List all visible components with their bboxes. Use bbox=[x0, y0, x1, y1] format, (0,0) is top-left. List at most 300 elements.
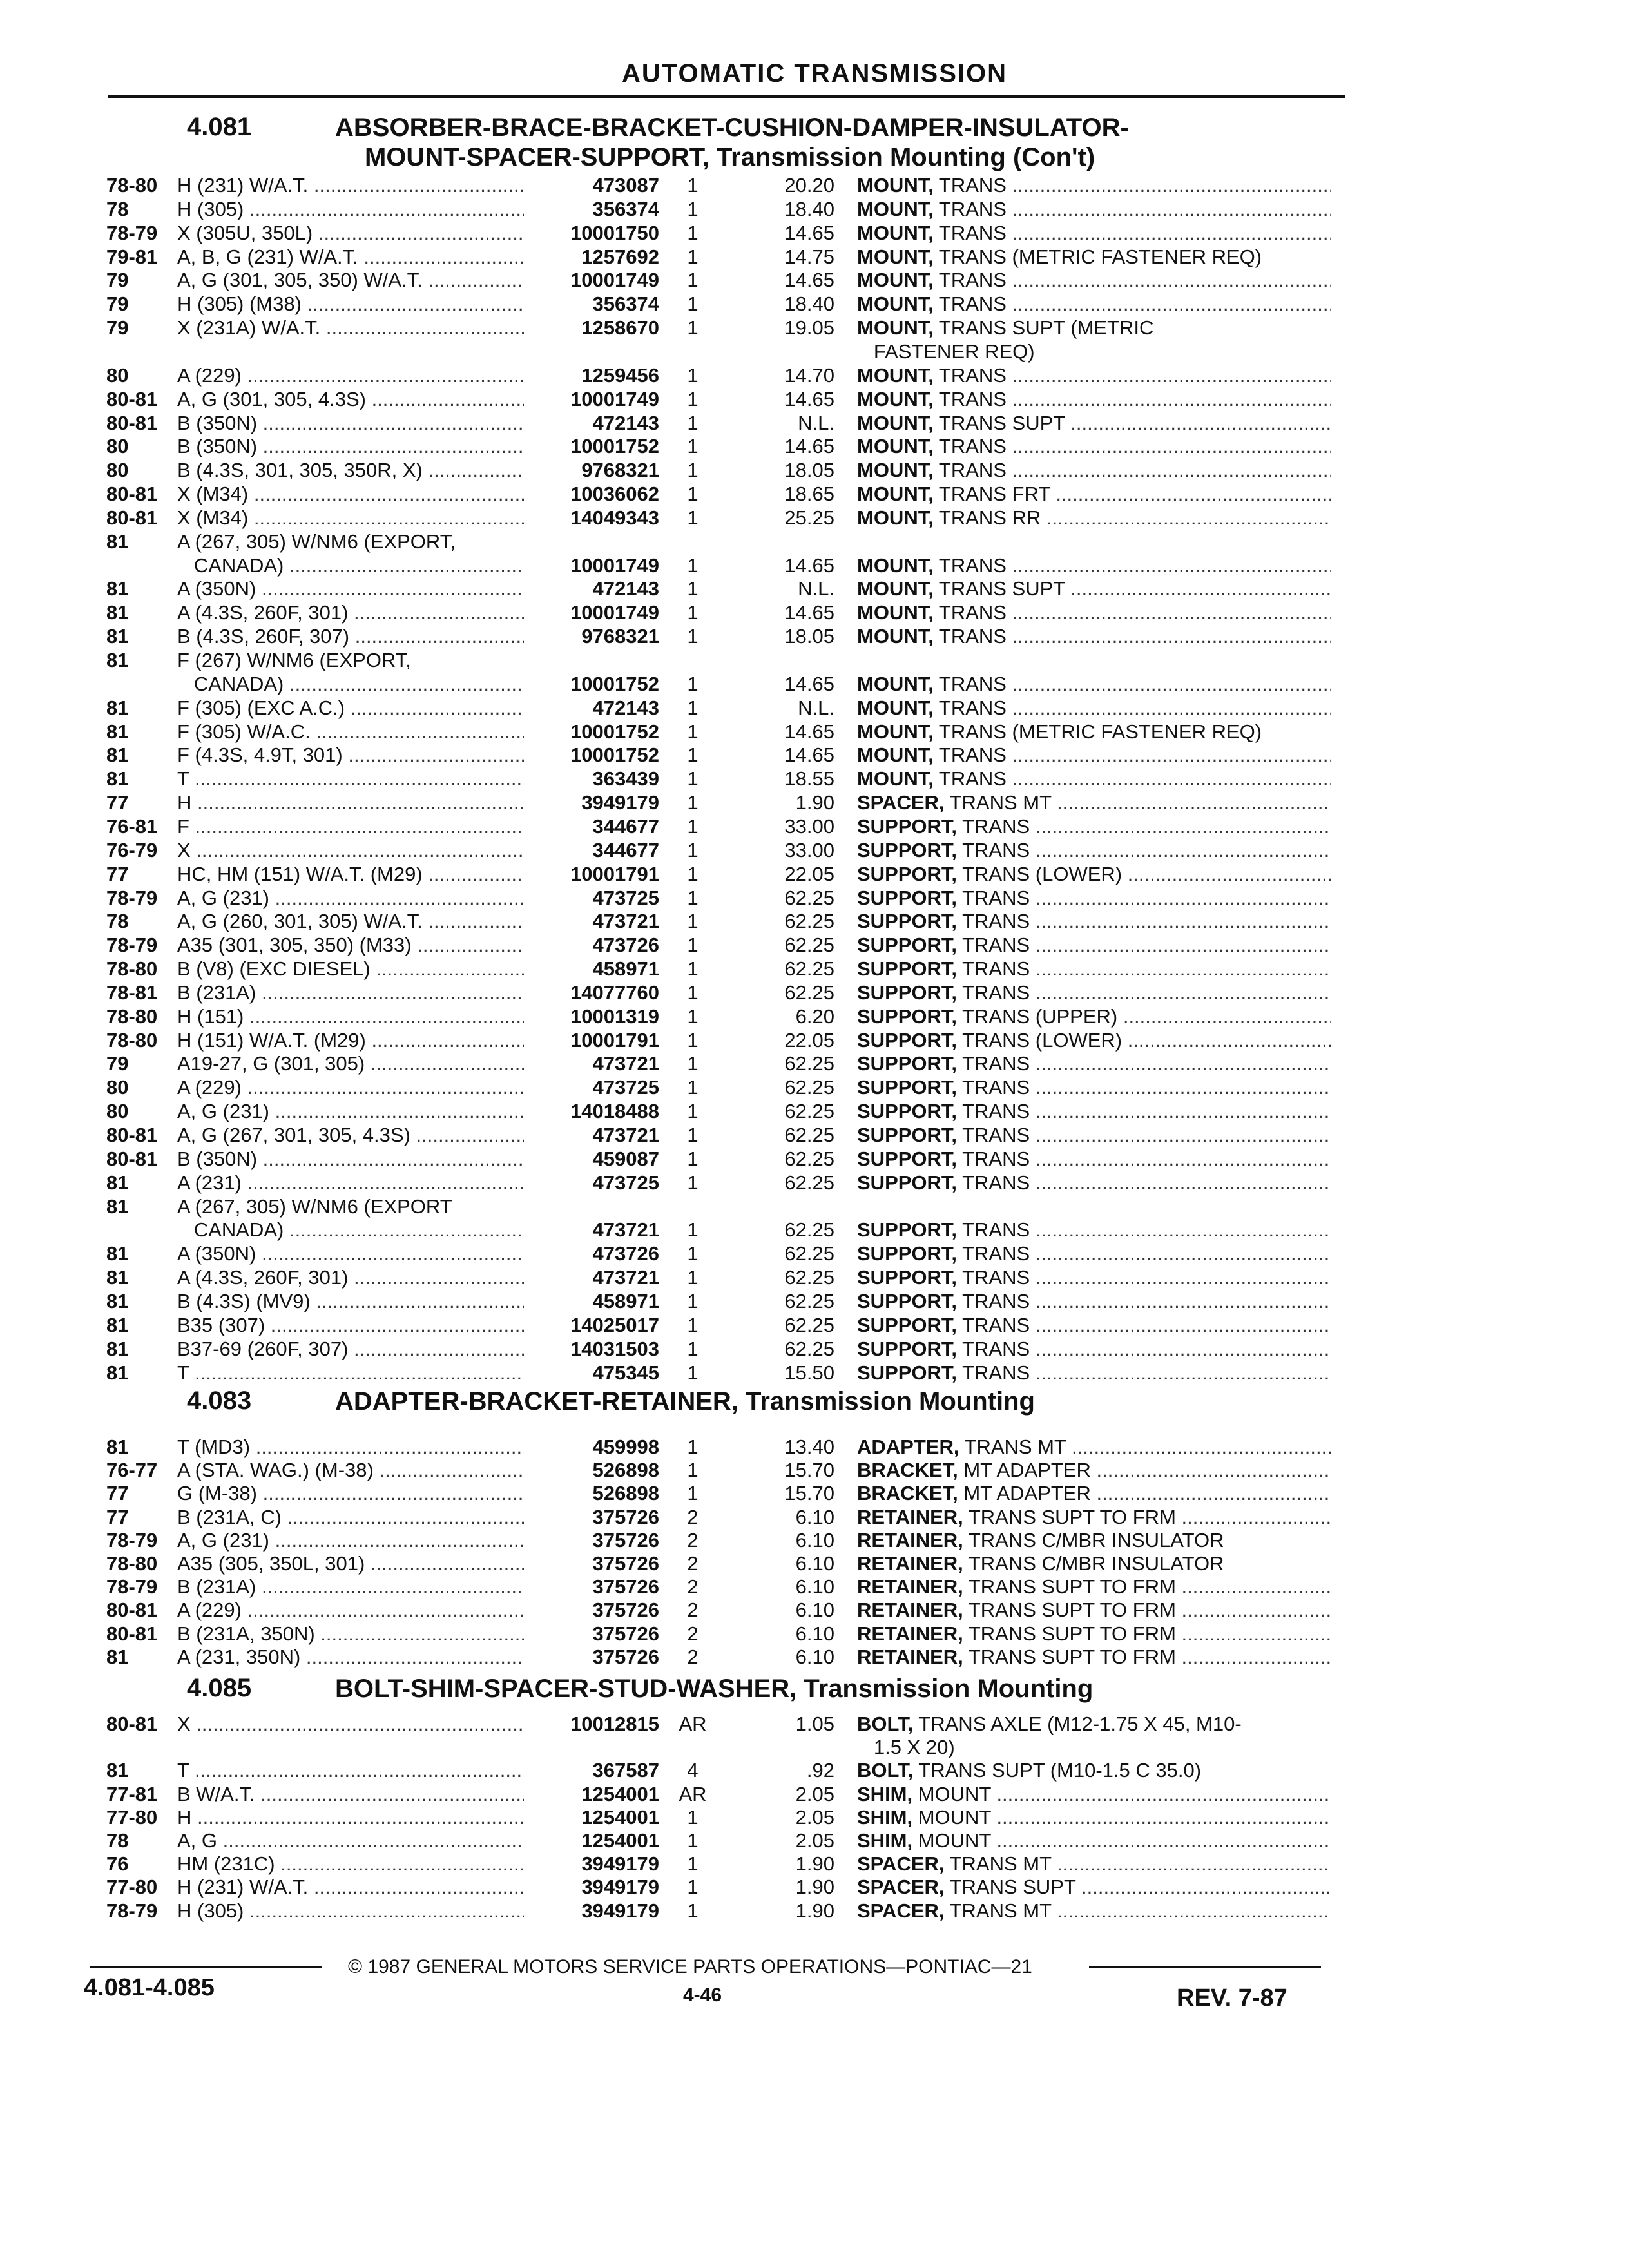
part-number-cell: 10001749 bbox=[570, 601, 659, 624]
table-row bbox=[0, 1195, 1629, 1218]
description-noun: SUPPORT, bbox=[857, 1052, 958, 1075]
price-cell: 2.05 bbox=[795, 1829, 834, 1852]
price-cell: 62.25 bbox=[784, 957, 834, 980]
quantity-cell: 1 bbox=[687, 316, 699, 339]
application-cell: X (M34) ..... bbox=[177, 483, 524, 506]
application-cell: G (M-38) ..... bbox=[177, 1482, 524, 1505]
description-text: TRANS bbox=[933, 697, 1007, 719]
table-row bbox=[0, 744, 1629, 767]
description-cell bbox=[857, 815, 1331, 838]
year-cell: 78-79 bbox=[106, 1575, 158, 1598]
description-text: TRANS bbox=[933, 222, 1007, 244]
description-text: TRANS bbox=[933, 269, 1007, 291]
application-cell: X ..... bbox=[177, 1713, 524, 1736]
year-cell: 78-79 bbox=[106, 1899, 158, 1922]
description-cell bbox=[857, 1100, 1331, 1123]
description-noun: SPACER, bbox=[857, 791, 945, 814]
description-text: TRANS bbox=[933, 554, 1007, 577]
description-text: TRANS bbox=[957, 1338, 1030, 1360]
table-row bbox=[0, 1876, 1629, 1899]
description-text: TRANS bbox=[957, 910, 1030, 932]
description-noun: SUPPORT, bbox=[857, 1338, 958, 1360]
application-cell: B (4.3S, 301, 305, 350R, X) ..... bbox=[177, 459, 524, 482]
quantity-cell: 1 bbox=[687, 1005, 699, 1028]
application-cell: CANADA) ..... bbox=[177, 1218, 524, 1242]
year-cell: 78-79 bbox=[106, 1529, 158, 1552]
application-cell: H ..... bbox=[177, 791, 524, 814]
application-cell: B (350N) ..... bbox=[177, 435, 524, 458]
application-cell: A, G (231) ..... bbox=[177, 887, 524, 910]
description-cell bbox=[857, 340, 1331, 363]
table-row bbox=[0, 1029, 1629, 1052]
year-cell: 81 bbox=[106, 1242, 129, 1265]
table-row bbox=[0, 1124, 1629, 1147]
year-cell: 78-80 bbox=[106, 1005, 158, 1028]
year-cell: 81 bbox=[106, 1361, 129, 1384]
table-row bbox=[0, 1759, 1629, 1782]
price-cell: 1.90 bbox=[795, 1899, 834, 1922]
description-noun: SUPPORT, bbox=[857, 1314, 958, 1336]
table-row bbox=[0, 1852, 1629, 1876]
table-row bbox=[0, 1575, 1629, 1599]
application-cell: A, G (301, 305, 350) W/A.T. ..... bbox=[177, 269, 524, 292]
quantity-cell: 1 bbox=[687, 1338, 699, 1360]
quantity-cell: 1 bbox=[687, 412, 699, 434]
section-title-line1 bbox=[335, 1387, 1035, 1416]
description-cell bbox=[857, 1171, 1331, 1195]
description-noun: SPACER, bbox=[857, 1852, 945, 1875]
table-row bbox=[0, 1171, 1629, 1195]
price-cell: 62.25 bbox=[784, 1290, 834, 1312]
year-cell: 78-80 bbox=[106, 1552, 158, 1575]
year-cell: 78 bbox=[106, 1829, 129, 1852]
description-noun: MOUNT, bbox=[857, 293, 934, 315]
year-cell: 80-81 bbox=[106, 1124, 158, 1146]
price-cell: 6.20 bbox=[795, 1005, 834, 1028]
description-cell bbox=[857, 1759, 1331, 1782]
part-number-cell: 10001791 bbox=[570, 863, 659, 885]
description-text: 1.5 X 20) bbox=[857, 1736, 955, 1758]
year-cell: 80 bbox=[106, 435, 129, 457]
part-number-cell: 473721 bbox=[592, 1124, 659, 1146]
quantity-cell: AR bbox=[679, 1783, 707, 1805]
table-row bbox=[0, 388, 1629, 411]
year-cell: 81 bbox=[106, 767, 129, 790]
description-text: TRANS bbox=[933, 364, 1007, 387]
year-cell: 78-79 bbox=[106, 887, 158, 909]
price-cell: 6.10 bbox=[795, 1622, 834, 1645]
description-noun: SUPPORT, bbox=[857, 910, 958, 932]
description-text: TRANS bbox=[957, 1242, 1030, 1265]
part-number-cell: 14031503 bbox=[570, 1338, 659, 1360]
part-number-cell: 472143 bbox=[592, 412, 659, 434]
description-text: TRANS bbox=[957, 981, 1030, 1004]
price-cell: 6.10 bbox=[795, 1599, 834, 1621]
table-row bbox=[0, 316, 1629, 340]
price-cell: 18.65 bbox=[784, 483, 834, 505]
description-text: TRANS bbox=[957, 1052, 1030, 1075]
quantity-cell: 1 bbox=[687, 1171, 699, 1194]
price-cell: 18.40 bbox=[784, 293, 834, 315]
quantity-cell: 1 bbox=[687, 1899, 699, 1922]
application-cell: H (305) ..... bbox=[177, 198, 524, 221]
year-cell: 80 bbox=[106, 1076, 129, 1099]
table-row bbox=[0, 1361, 1629, 1385]
description-cell bbox=[857, 839, 1331, 862]
application-cell: H (305) (M38) ..... bbox=[177, 293, 524, 316]
part-number-cell: 375726 bbox=[592, 1529, 659, 1552]
description-noun: MOUNT, bbox=[857, 697, 934, 719]
description-text: TRANS AXLE (M12-1.75 X 45, M10- bbox=[913, 1713, 1242, 1735]
table-row bbox=[0, 1290, 1629, 1313]
part-number-cell: 473721 bbox=[592, 910, 659, 932]
section-number: 4.083 bbox=[187, 1387, 252, 1415]
description-noun: SUPPORT, bbox=[857, 1100, 958, 1122]
quantity-cell: 1 bbox=[687, 174, 699, 197]
price-cell: 25.25 bbox=[784, 506, 834, 529]
description-cell bbox=[857, 222, 1331, 245]
quantity-cell: 1 bbox=[687, 1052, 699, 1075]
description-text: TRANS bbox=[957, 887, 1030, 909]
description-text: TRANS bbox=[957, 1100, 1030, 1122]
quantity-cell: 1 bbox=[687, 435, 699, 457]
quantity-cell: 4 bbox=[687, 1759, 699, 1782]
description-text: TRANS RR bbox=[933, 506, 1041, 529]
description-text: MOUNT bbox=[912, 1829, 991, 1852]
description-noun: SUPPORT, bbox=[857, 1171, 958, 1194]
year-cell: 78-80 bbox=[106, 957, 158, 980]
table-row bbox=[0, 435, 1629, 458]
price-cell: 18.40 bbox=[784, 198, 834, 220]
part-number-cell: 473721 bbox=[592, 1266, 659, 1289]
part-number-cell: 472143 bbox=[592, 577, 659, 600]
description-noun: MOUNT, bbox=[857, 506, 934, 529]
quantity-cell: 2 bbox=[687, 1622, 699, 1645]
price-cell: 13.40 bbox=[784, 1436, 834, 1458]
application-cell: A, G (267, 301, 305, 4.3S) ..... bbox=[177, 1124, 524, 1147]
description-text: TRANS MT bbox=[959, 1436, 1066, 1458]
quantity-cell: 1 bbox=[687, 981, 699, 1004]
table-row bbox=[0, 1736, 1629, 1759]
section-title bbox=[335, 1674, 1093, 1704]
application-cell: B (350N) ..... bbox=[177, 412, 524, 435]
part-number-cell: 356374 bbox=[592, 293, 659, 315]
part-number-cell: 10001752 bbox=[570, 744, 659, 766]
footer-copyright: © 1987 GENERAL MOTORS SERVICE PARTS OPERATIONS—PONTIAC—21 bbox=[348, 1956, 1032, 1977]
description-noun: SPACER, bbox=[857, 1899, 945, 1922]
application-cell: F ..... bbox=[177, 815, 524, 838]
year-cell: 80-81 bbox=[106, 506, 158, 529]
year-cell: 80-81 bbox=[106, 412, 158, 434]
table-row bbox=[0, 1713, 1629, 1736]
price-cell: 15.50 bbox=[784, 1361, 834, 1384]
table-row bbox=[0, 1482, 1629, 1505]
description-text: TRANS (METRIC FASTENER REQ) bbox=[933, 720, 1262, 743]
description-text: TRANS (LOWER) bbox=[957, 863, 1123, 885]
table-row bbox=[0, 293, 1629, 316]
description-text: TRANS bbox=[933, 198, 1007, 220]
application-cell: A, G (301, 305, 4.3S) ..... bbox=[177, 388, 524, 411]
price-cell: 18.55 bbox=[784, 767, 834, 790]
year-cell: 80-81 bbox=[106, 1713, 158, 1735]
price-cell: 14.65 bbox=[784, 388, 834, 410]
part-number-cell: 10012815 bbox=[570, 1713, 659, 1735]
year-cell: 79 bbox=[106, 316, 129, 339]
description-noun: SUPPORT, bbox=[857, 1242, 958, 1265]
description-cell bbox=[857, 435, 1331, 458]
price-cell: 1.05 bbox=[795, 1713, 834, 1735]
description-cell bbox=[857, 744, 1331, 767]
table-row bbox=[0, 957, 1629, 981]
description-cell bbox=[857, 1552, 1331, 1575]
quantity-cell: 1 bbox=[687, 364, 699, 387]
price-cell: 1.90 bbox=[795, 1852, 834, 1875]
description-text: TRANS bbox=[957, 1076, 1030, 1099]
part-number-cell: 458971 bbox=[592, 1290, 659, 1312]
description-text: TRANS bbox=[957, 815, 1030, 838]
table-row bbox=[0, 1829, 1629, 1852]
year-cell: 76-77 bbox=[106, 1459, 158, 1481]
quantity-cell: 1 bbox=[687, 198, 699, 220]
part-number-cell: 10001319 bbox=[570, 1005, 659, 1028]
description-cell bbox=[857, 957, 1331, 981]
description-text: TRANS bbox=[957, 1148, 1030, 1170]
quantity-cell: 1 bbox=[687, 1290, 699, 1312]
price-cell: 18.05 bbox=[784, 459, 834, 481]
description-noun: MOUNT, bbox=[857, 459, 934, 481]
year-cell: 80-81 bbox=[106, 1622, 158, 1645]
quantity-cell: 1 bbox=[687, 293, 699, 315]
price-cell: 15.70 bbox=[784, 1482, 834, 1504]
price-cell: 62.25 bbox=[784, 1100, 834, 1122]
year-cell: 77 bbox=[106, 1482, 129, 1504]
year-cell: 81 bbox=[106, 1338, 129, 1360]
description-cell bbox=[857, 1713, 1331, 1736]
description-cell bbox=[857, 577, 1331, 601]
table-row bbox=[0, 625, 1629, 648]
application-cell: X ..... bbox=[177, 839, 524, 862]
description-noun: SUPPORT, bbox=[857, 887, 958, 909]
description-noun: MOUNT, bbox=[857, 222, 934, 244]
table-row bbox=[0, 863, 1629, 886]
table-row bbox=[0, 1005, 1629, 1028]
description-text: TRANS bbox=[933, 293, 1007, 315]
quantity-cell: 2 bbox=[687, 1506, 699, 1528]
part-number-cell: 9768321 bbox=[581, 459, 659, 481]
price-cell: 62.25 bbox=[784, 1266, 834, 1289]
part-number-cell: 472143 bbox=[592, 697, 659, 719]
part-number-cell: 473725 bbox=[592, 1076, 659, 1099]
price-cell: 19.05 bbox=[784, 316, 834, 339]
description-cell bbox=[857, 293, 1331, 316]
description-noun: SUPPORT, bbox=[857, 863, 958, 885]
quantity-cell: 1 bbox=[687, 1266, 699, 1289]
price-cell: 6.10 bbox=[795, 1529, 834, 1552]
application-cell: B (4.3S, 260F, 307) ..... bbox=[177, 625, 524, 648]
section-title-bold: MOUNT-SPACER-SUPPORT, bbox=[365, 143, 709, 171]
description-noun: RETAINER, bbox=[857, 1646, 963, 1668]
quantity-cell: 1 bbox=[687, 1361, 699, 1384]
description-text: TRANS (METRIC FASTENER REQ) bbox=[933, 245, 1262, 268]
part-number-cell: 375726 bbox=[592, 1622, 659, 1645]
description-text: TRANS FRT bbox=[933, 483, 1050, 505]
description-noun: MOUNT, bbox=[857, 435, 934, 457]
description-cell bbox=[857, 198, 1331, 221]
description-cell bbox=[857, 601, 1331, 624]
table-row bbox=[0, 198, 1629, 221]
description-noun: SUPPORT, bbox=[857, 934, 958, 956]
price-cell: 14.70 bbox=[784, 364, 834, 387]
price-cell: 33.00 bbox=[784, 815, 834, 838]
price-cell: 62.25 bbox=[784, 910, 834, 932]
description-noun: RETAINER, bbox=[857, 1622, 963, 1645]
quantity-cell: 1 bbox=[687, 1029, 699, 1052]
table-row bbox=[0, 767, 1629, 791]
description-noun: MOUNT, bbox=[857, 744, 934, 766]
application-cell: A (229) ..... bbox=[177, 1076, 524, 1099]
part-number-cell: 473087 bbox=[592, 174, 659, 197]
description-noun: RETAINER, bbox=[857, 1575, 963, 1598]
part-number-cell: 10001750 bbox=[570, 222, 659, 244]
part-number-cell: 9768321 bbox=[581, 625, 659, 648]
price-cell: 62.25 bbox=[784, 1124, 834, 1146]
description-cell bbox=[857, 863, 1331, 886]
description-text: TRANS SUPT TO FRM bbox=[963, 1622, 1176, 1645]
description-text: TRANS MT bbox=[944, 791, 1052, 814]
description-text: TRANS bbox=[933, 767, 1007, 790]
description-cell bbox=[857, 1242, 1331, 1265]
application-cell: X (305U, 350L) ..... bbox=[177, 222, 524, 245]
application-cell: X (M34) ..... bbox=[177, 506, 524, 530]
quantity-cell: 1 bbox=[687, 601, 699, 624]
quantity-cell: 1 bbox=[687, 554, 699, 577]
description-cell bbox=[857, 1876, 1331, 1899]
description-noun: SUPPORT, bbox=[857, 1124, 958, 1146]
application-cell: B (231A, 350N) ..... bbox=[177, 1622, 524, 1646]
quantity-cell: 1 bbox=[687, 1314, 699, 1336]
description-text: TRANS bbox=[933, 388, 1007, 410]
description-cell bbox=[857, 1806, 1331, 1829]
description-noun: SUPPORT, bbox=[857, 1361, 958, 1384]
description-cell bbox=[857, 1646, 1331, 1669]
price-cell: 62.25 bbox=[784, 1314, 834, 1336]
part-number-cell: 344677 bbox=[592, 839, 659, 861]
part-number-cell: 10036062 bbox=[570, 483, 659, 505]
description-noun: SUPPORT, bbox=[857, 1076, 958, 1099]
quantity-cell: 1 bbox=[687, 1242, 699, 1265]
price-cell: 2.05 bbox=[795, 1783, 834, 1805]
part-number-cell: 1254001 bbox=[581, 1806, 659, 1829]
description-cell bbox=[857, 791, 1331, 814]
description-text: TRANS bbox=[933, 601, 1007, 624]
description-noun: SUPPORT, bbox=[857, 1266, 958, 1289]
description-text: MOUNT bbox=[912, 1783, 991, 1805]
price-cell: 14.65 bbox=[784, 554, 834, 577]
table-row bbox=[0, 887, 1629, 910]
description-noun: RETAINER, bbox=[857, 1506, 963, 1528]
table-row bbox=[0, 1266, 1629, 1289]
table-row bbox=[0, 981, 1629, 1004]
year-cell: 81 bbox=[106, 1759, 129, 1782]
application-cell: A (4.3S, 260F, 301) ..... bbox=[177, 1266, 524, 1289]
table-row bbox=[0, 269, 1629, 292]
description-cell bbox=[857, 316, 1331, 340]
quantity-cell: AR bbox=[679, 1713, 707, 1735]
price-cell: N.L. bbox=[798, 577, 834, 600]
year-cell: 80 bbox=[106, 364, 129, 387]
description-cell bbox=[857, 697, 1331, 720]
description-noun: MOUNT, bbox=[857, 174, 934, 197]
year-cell: 77 bbox=[106, 1506, 129, 1528]
description-text: TRANS SUPT TO FRM bbox=[963, 1646, 1176, 1668]
description-noun: SUPPORT, bbox=[857, 815, 958, 838]
description-cell bbox=[857, 1783, 1331, 1806]
table-row bbox=[0, 649, 1629, 672]
description-text: MOUNT bbox=[912, 1806, 991, 1829]
table-row bbox=[0, 1599, 1629, 1622]
part-number-cell: 473721 bbox=[592, 1052, 659, 1075]
description-cell bbox=[857, 1076, 1331, 1099]
application-cell: F (4.3S, 4.9T, 301) ..... bbox=[177, 744, 524, 767]
description-text: TRANS (UPPER) bbox=[957, 1005, 1118, 1028]
section-title-line2 bbox=[335, 142, 1129, 172]
quantity-cell: 1 bbox=[687, 577, 699, 600]
table-row bbox=[0, 222, 1629, 245]
quantity-cell: 1 bbox=[687, 483, 699, 505]
year-cell: 78 bbox=[106, 198, 129, 220]
section-title bbox=[335, 1387, 1035, 1416]
description-noun: BRACKET, bbox=[857, 1482, 958, 1504]
quantity-cell: 1 bbox=[687, 791, 699, 814]
application-cell: H (231) W/A.T. ..... bbox=[177, 1876, 524, 1899]
year-cell: 81 bbox=[106, 744, 129, 766]
table-row bbox=[0, 483, 1629, 506]
year-cell: 81 bbox=[106, 1646, 129, 1668]
description-cell bbox=[857, 388, 1331, 411]
description-noun: MOUNT, bbox=[857, 767, 934, 790]
table-row bbox=[0, 1806, 1629, 1829]
table-row bbox=[0, 1242, 1629, 1265]
description-cell bbox=[857, 1338, 1331, 1361]
quantity-cell: 1 bbox=[687, 910, 699, 932]
year-cell: 77 bbox=[106, 863, 129, 885]
application-cell: F (267) W/NM6 (EXPORT, bbox=[177, 649, 411, 671]
quantity-cell: 1 bbox=[687, 1148, 699, 1170]
application-cell: B W/A.T. ..... bbox=[177, 1783, 524, 1806]
price-cell: N.L. bbox=[798, 697, 834, 719]
part-number-cell: 367587 bbox=[592, 1759, 659, 1782]
part-number-cell: 473726 bbox=[592, 934, 659, 956]
description-noun: MOUNT, bbox=[857, 720, 934, 743]
part-number-cell: 10001791 bbox=[570, 1029, 659, 1052]
application-cell: A, G (231) ..... bbox=[177, 1529, 524, 1552]
year-cell: 80-81 bbox=[106, 1148, 158, 1170]
price-cell: 6.10 bbox=[795, 1506, 834, 1528]
quantity-cell: 1 bbox=[687, 506, 699, 529]
table-row bbox=[0, 1622, 1629, 1646]
description-noun: SUPPORT, bbox=[857, 981, 958, 1004]
quantity-cell: 1 bbox=[687, 1124, 699, 1146]
description-cell bbox=[857, 412, 1331, 435]
description-text: TRANS SUPT bbox=[933, 577, 1065, 600]
price-cell: 14.65 bbox=[784, 222, 834, 244]
description-noun: RETAINER, bbox=[857, 1529, 963, 1552]
part-number-cell: 459998 bbox=[592, 1436, 659, 1458]
table-row bbox=[0, 1506, 1629, 1529]
year-cell: 77-80 bbox=[106, 1806, 158, 1829]
price-cell: 62.25 bbox=[784, 934, 834, 956]
application-cell: H (151) ..... bbox=[177, 1005, 524, 1028]
